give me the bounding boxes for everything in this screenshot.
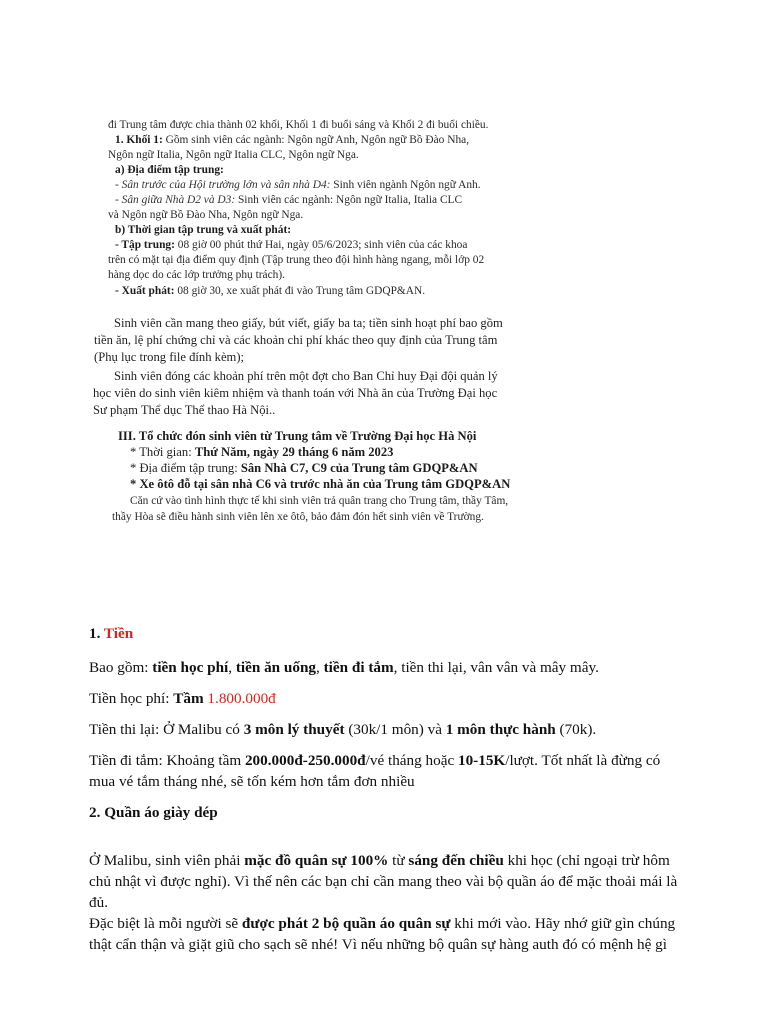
scan-line: đi Trung tâm được chia thành 02 khối, Khối 1 đi buổi sáng và Khối 2 đi buổi chiều. — [108, 119, 489, 131]
paragraph: Đặc biệt là mỗi người sẽ được phát 2 bộ quần áo quân sự khi mới vào. Hãy nhớ giữ gìn chúng thật cẩn thận và giặt giũ cho sạch sẽ nhé! Vì nếu những bộ quân sự hàng auth đó có mệnh hệ gì — [89, 915, 676, 953]
scan-line: - Sân trước của Hội trường lớn và sân nhà D4: Sinh viên ngành Ngôn ngữ Anh. — [115, 179, 481, 191]
scan-line: hàng dọc do các lớp trưởng phụ trách). — [108, 269, 285, 281]
scanned-document-image — [93, 118, 574, 530]
paragraph: Bao gồm: tiền học phí, tiền ăn uống, tiền đi tắm, tiền thi lại, vân vân và mây mây. — [89, 659, 599, 676]
scan-line: học viên do sinh viên kiêm nhiệm và thanh toán với Nhà ăn của Trường Đại học — [93, 386, 498, 400]
scan-line: 1. Khối 1: Gồm sinh viên các ngành: Ngôn ngữ Anh, Ngôn ngữ Bồ Đào Nha, — [115, 134, 470, 146]
scan-line: (Phụ lục trong file đính kèm); — [94, 350, 245, 364]
scan-line: * Xe ôtô đỗ tại sân nhà C6 và trước nhà ăn của Trung tâm GDQP&AN — [130, 477, 511, 491]
scan-line: Sinh viên đóng các khoản phí trên một đợt cho Ban Chỉ huy Đại đội quản lý — [114, 369, 498, 383]
scan-line: b) Thời gian tập trung và xuất phát: — [115, 224, 292, 236]
scan-line: III. Tổ chức đón sinh viên từ Trung tâm về Trường Đại học Hà Nội — [118, 429, 477, 443]
scan-line: tiền ăn, lệ phí chứng chỉ và các khoản chi phí khác theo quy định của Trung tâm — [94, 333, 498, 347]
article-body — [89, 623, 689, 955]
scan-line: và Ngôn ngữ Bồ Đào Nha, Ngôn ngữ Nga. — [108, 209, 304, 221]
scan-line: Căn cứ vào tình hình thực tế khi sinh viên trả quân trang cho Trung tâm, thầy Tâm, — [130, 495, 509, 507]
scan-line: thầy Hòa sẽ điều hành sinh viên lên xe ôtô, bảo đảm đón hết sinh viên về Trường. — [112, 511, 484, 523]
section-heading: 1. Tiền — [89, 625, 134, 642]
scan-line: - Xuất phát: 08 giờ 30, xe xuất phát đi vào Trung tâm GDQP&AN. — [115, 285, 426, 297]
paragraph: Tiền thi lại: Ở Malibu có 3 môn lý thuyết (30k/1 môn) và 1 môn thực hành (70k). — [89, 721, 597, 738]
scan-line: trên có mặt tại địa điểm quy định (Tập trung theo đội hình hàng ngang, mỗi lớp 02 — [108, 254, 485, 266]
scan-line: - Tập trung: 08 giờ 00 phút thứ Hai, ngày 05/6/2023; sinh viên của các khoa — [115, 239, 468, 251]
scan-line: * Thời gian: Thứ Năm, ngày 29 tháng 6 năm 2023 — [130, 445, 394, 459]
paragraph: Tiền đi tắm: Khoảng tầm 200.000đ-250.000đ/vé tháng hoặc 10-15K/lượt. Tốt nhất là đừng có mua vé tắm tháng nhé, sẽ tốn kém hơn tắm đơn nhiều — [89, 752, 661, 790]
scan-line: a) Địa điểm tập trung: — [115, 164, 224, 176]
scan-line: - Sân giữa Nhà D2 và D3: Sinh viên các ngành: Ngôn ngữ Italia, Italia CLC — [115, 194, 463, 206]
section-heading: 2. Quần áo giày dép — [89, 804, 218, 821]
scan-line: * Địa điểm tập trung: Sân Nhà C7, C9 của Trung tâm GDQP&AN — [130, 461, 478, 475]
paragraph: Ở Malibu, sinh viên phải mặc đồ quân sự 100% từ sáng đến chiều khi học (chỉ ngoại trừ hôm chủ nhật vì được nghỉ). Vì thế nên các bạn chỉ cần mang theo vài bộ quần áo để mặc thoải mái là đủ. — [89, 852, 678, 911]
scan-line: Sinh viên cần mang theo giấy, bút viết, giấy ba ta; tiền sinh hoạt phí bao gồm — [114, 316, 503, 330]
scan-line: Ngôn ngữ Italia, Ngôn ngữ Italia CLC, Ngôn ngữ Nga. — [108, 149, 359, 161]
scan-line: Sư phạm Thể dục Thể thao Hà Nội.. — [93, 403, 276, 417]
paragraph: Tiền học phí: Tầm 1.800.000đ — [89, 690, 276, 707]
